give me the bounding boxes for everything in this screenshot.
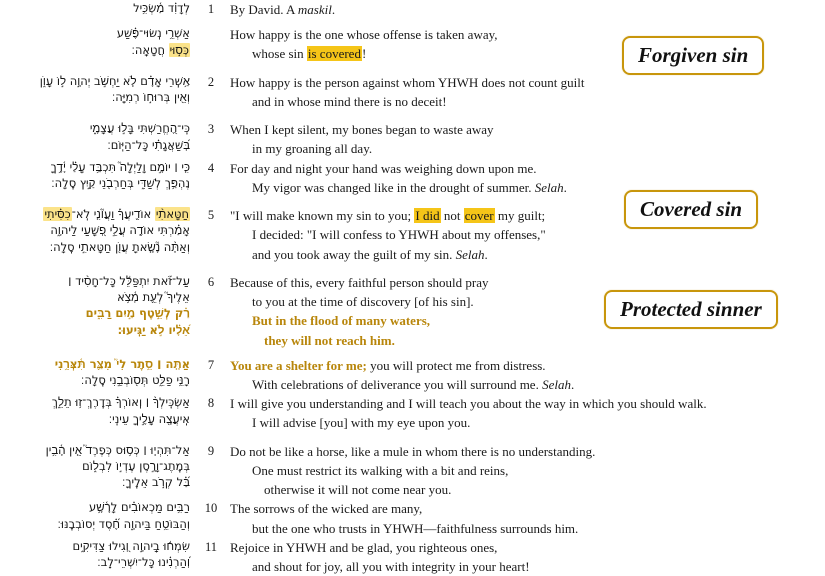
verse-row: [0, 120, 825, 158]
english-line: When I kept silent, my bones began to waste away: [230, 122, 494, 138]
english-line: in my groaning all day.: [252, 141, 373, 157]
hebrew-line: בְּ֝שַׁאֲגָתִ֗י כָּל־הַיּֽוֹם׃: [107, 137, 190, 152]
verse-spacer: [0, 264, 825, 273]
english-line: How happy is the one whose offense is taken away,: [230, 27, 498, 43]
english-line: [230, 331, 819, 350]
gold-phrase: You are a shelter for me;: [230, 357, 367, 373]
hebrew-line: רַבִּ֥ים מַכְאוֹבִ֗ים לָרָ֫שָׁ֥ע: [89, 500, 190, 515]
english-line: whose sin is covered!: [252, 46, 367, 62]
italic-term: maskil: [297, 2, 332, 17]
english-text: [226, 394, 825, 432]
hebrew-line: וְהַבּוֹטֵ֥חַ בַּיהוָ֑ה חֶ֝֗סֶד יְסוֹבְבֶֽנּוּ׃: [57, 516, 190, 531]
english-line: Do not be like a horse, like a mule in whom there is no understanding.: [230, 443, 596, 459]
hebrew-line: עַל־זֹ֡את יִתְפַּלֵּ֬ל כָּל־חָסִ֨יד ׀: [68, 273, 190, 288]
hebrew-text: [0, 0, 196, 16]
english-line: Because of this, every faithful person should pray: [230, 274, 489, 290]
english-line: I will advise [you] with my eye upon you.: [252, 415, 471, 431]
english-text: [226, 73, 825, 111]
english-line: With celebrations of deliverance you will surround me. Selah.: [252, 376, 575, 392]
verse-spacer: [0, 111, 825, 120]
english-line: to you at the time of discovery [of his sin].: [252, 294, 474, 310]
highlighted-phrase: cover: [464, 208, 494, 224]
english-line: and you took away the guilt of my sin. Selah.: [252, 246, 488, 262]
hebrew-text: [0, 206, 196, 255]
verse-number: 7: [207, 357, 215, 372]
verse-number: 4: [207, 160, 215, 175]
hebrew-line: כִּ֤י ׀ יוֹמָ֣ם וָלַיְלָה֮ תִּכְבַּ֥ד עָלַ֗י יָ֫דֶ֥ךָ: [50, 159, 190, 174]
english-line: but the one who trusts in YHWH—faithfulness surrounds him.: [252, 520, 579, 536]
highlighted-phrase: I did: [415, 208, 440, 224]
italic-term: Selah: [455, 246, 485, 262]
gold-phrase: they will not reach him.: [264, 332, 395, 348]
verse-spacer: [0, 433, 825, 442]
verse-row: [0, 0, 825, 19]
verse-number: 2: [207, 74, 215, 89]
hebrew-text: [0, 273, 196, 338]
verse-row: [0, 442, 825, 500]
verse-row: [0, 538, 825, 576]
hebrew-line: אֵ֝לָ֗יו לֹ֣א יַגִּֽיעוּ׃: [117, 322, 190, 337]
hebrew-text: [0, 120, 196, 153]
verse-number: 5: [207, 208, 215, 223]
english-line: For day and night your hand was weighing down upon me.: [230, 160, 537, 176]
english-line: I decided: "I will confess to YHWH about my offenses,": [252, 227, 546, 243]
hebrew-text: [0, 538, 196, 571]
hebrew-line: שִׂמְח֬וּ בַֽיהוָ֣ה וְ֭גִילוּ צַדִּיקִ֑ים: [72, 538, 190, 553]
hebrew-line: אַל־תִּהְי֤וּ ׀ כְּס֥וּס כְּפֶרֶד֮ אֵ֤ין הָ֫בִ֥ין: [45, 442, 190, 457]
hebrew-line: נֶהְפַּ֥ךְ לְשַׁדִּ֑י בְּחַרְבֹ֖נֵי קַ֣יִץ סֶֽלָה׃: [51, 175, 190, 190]
hebrew-text: [0, 25, 196, 58]
hebrew-line: אַשְׁרֵ֥י נְֽשׂוּי־פֶּ֗שַׁע: [116, 26, 190, 41]
english-text: [226, 120, 825, 158]
hebrew-line: לְדָוִ֗ד מַ֫שְׂכִּ֥יל: [133, 1, 190, 15]
hebrew-line: בְּמֶֽתֶג־וָרֶ֣סֶן עֶדְי֣וֹ לִבְל֑וֹם: [82, 459, 190, 474]
hebrew-line: כִּֽי־הֶ֭חֱרַשְׁתִּי בָּל֣וּ עֲצָמָ֑י: [89, 121, 190, 136]
verse-number: 9: [207, 443, 215, 458]
hebrew-text: [0, 73, 196, 106]
highlighted-phrase: is covered: [307, 46, 361, 62]
gold-phrase: But in the flood of many waters,: [252, 313, 431, 329]
hebrew-line: וְאֵ֖ין בְּרוּח֣וֹ רְמִיָּֽה׃: [111, 90, 190, 105]
english-text: [226, 538, 825, 576]
hebrew-line: רָנֵּ֥י פַלֵּ֑ט תְּס֖וֹבְבֵ֣נִי סֶֽלָה׃: [80, 373, 190, 388]
verse-number: 6: [207, 274, 215, 289]
italic-term: Selah: [542, 376, 571, 392]
english-line: One must restrict its walking with a bit and reins,: [252, 462, 509, 478]
english-line: otherwise it will not come near you.: [264, 482, 452, 498]
verse-row: [0, 394, 825, 432]
hebrew-line: אִֽיעֲצָ֖ה עָלֶ֣יךָ עֵינִֽי׃: [108, 411, 190, 426]
hebrew-text: [0, 499, 196, 532]
verse-number: 8: [207, 396, 215, 411]
english-line: Rejoice in YHWH and be glad, you righteous ones,: [230, 539, 498, 555]
hebrew-text: [0, 442, 196, 491]
english-text: [226, 442, 825, 500]
english-line: How happy is the person against whom YHWH does not count guilt: [230, 74, 585, 90]
english-text: [226, 356, 825, 394]
hebrew-line: וְאַתָּ֨ה נָ֘שָׂ֤אתָ עֲוֺ֖ן חַטָּאתִ֣י סֶֽלָה׃: [49, 239, 190, 254]
verse-row: [0, 499, 825, 537]
hebrew-line: אָמַ֗רְתִּי אוֹדֶ֤ה עֲלֵ֣י פְ֭שָׁעַי לַיהוָ֑ה: [50, 223, 190, 238]
hebrew-line: חַטָּאתִ֨י אוֹדִ֪יעֲךָ֡ וַעֲוֺ֘נִ֤י לֹֽא־כִסִּ֗יתִי: [44, 207, 189, 222]
hebrew-line: אַתָּ֤ה ׀ סֵ֥תֶר לִי֮ מִצַּ֪ר תִּ֫צְּרֵ֥נִי: [54, 356, 190, 371]
hebrew-line: בַּ֝֗ל קְרֹ֣ב אֵלֶֽיךָ׃: [121, 475, 190, 490]
verse-row: [0, 356, 825, 394]
hebrew-text: [0, 394, 196, 427]
english-line: My vigor was changed like in the drought of summer. Selah.: [252, 179, 567, 195]
english-line: and in whose mind there is no deceit!: [252, 93, 447, 109]
hebrew-text: [0, 356, 196, 389]
english-line: The sorrows of the wicked are many,: [230, 501, 423, 517]
hebrew-line: כְּס֣וּי חֲטָאָֽה׃: [131, 42, 189, 57]
english-line: You are a shelter for me; you will protect me from distress.: [230, 357, 546, 373]
hebrew-line: וְ֝הַרְנִ֗ינוּ כָּל־יִשְׁרֵי־לֵֽב׃: [97, 555, 190, 570]
callout-covered-sin: Covered sin: [624, 190, 758, 229]
english-line: and shout for joy, all you with integrity in your heart!: [252, 559, 530, 575]
english-line: By David. A maskil.: [230, 2, 336, 17]
callout-forgiven-sin: Forgiven sin: [622, 36, 764, 75]
hebrew-text: [0, 159, 196, 192]
verse-number: 3: [207, 122, 215, 137]
english-text: [226, 499, 825, 537]
verse-number: 11: [204, 539, 218, 554]
english-line: "I will make known my sin to you; I did not cover my guilt;: [230, 208, 546, 224]
italic-term: Selah: [534, 179, 564, 195]
hebrew-line: אֵלֶיךָ֮ לְעֵ֪ת מְ֫צֹ֥א: [117, 290, 190, 305]
verse-row: [0, 73, 825, 111]
callout-protected-sinner: Protected sinner: [604, 290, 778, 329]
english-text: [226, 0, 825, 19]
hebrew-line: אַשְׂכִּֽילְךָ֨ ׀ וְֽאוֹרְךָ֗ בְּדֶֽרֶךְ־ז֥וּ תֵלֵ֑ךְ: [51, 395, 190, 410]
verse-number: 10: [204, 501, 218, 516]
hebrew-line: אַ֥שְֽׁרֵי אָדָ֗ם לֹ֤א יַחְשֹׁ֣ב יְהוָ֣ה ל֣וֹ עָוֺ֑ן: [39, 73, 190, 88]
hebrew-line: רַ֗ק לְשֵׁ֣טֶף מַ֣יִם רַבִּ֑ים: [85, 306, 190, 321]
verse-number: 1: [207, 2, 215, 16]
english-line: I will give you understanding and I will teach you about the way in which you should walk.: [230, 396, 707, 412]
